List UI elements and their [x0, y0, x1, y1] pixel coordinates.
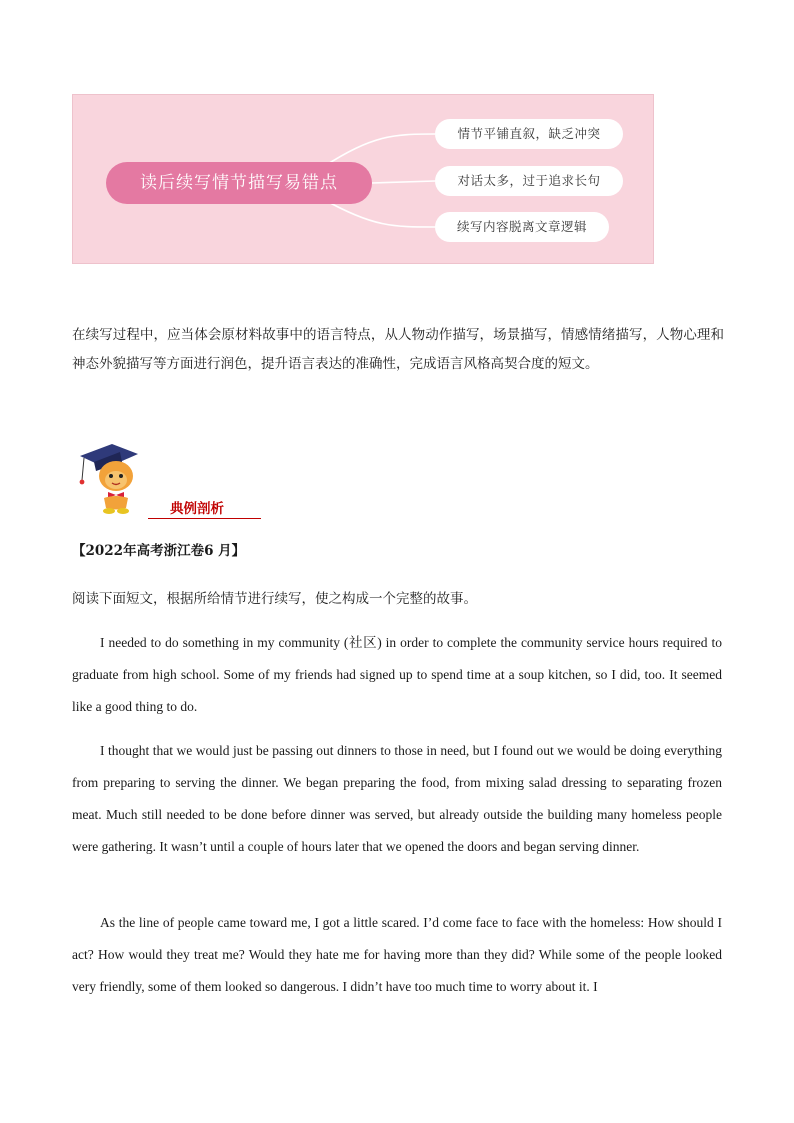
passage-paragraph-3: As the line of people came toward me, I got a little scared. I’d come face to face with the homeless: How should I act? How would they treat me? Would they hate me for having more than they did? While some of the people looked very friendly, some of them looked so dangerous. I didn’t have too much time to worry about it. I — [72, 915, 722, 994]
intro-paragraph: 在续写过程中，应当体会原材料故事中的语言特点，从人物动作描写，场景描写，情感情绪描写，人物心理和神态外貌描写等方面进行润色，提升语言表达的准确性，完成语言风格高契合度的短文。 — [72, 327, 724, 372]
exam-source-tag: 【2022年高考浙江卷6 月】 — [72, 543, 246, 559]
instruction-paragraph: 阅读下面短文，根据所给情节进行续写，使之构成一个完整的故事。 — [72, 591, 477, 607]
mindmap-center-node: 读后续写情节描写易错点 — [106, 162, 372, 204]
student-mascot-icon — [76, 440, 142, 516]
section-heading: 典例剖析 — [148, 500, 261, 519]
connector-branch-2 — [372, 181, 435, 183]
passage-paragraph-1: I needed to do something in my community (社区) in order to complete the community service hours required to graduate from high school. Some of my friends had signed up to spend time at a soup kitchen, so I did, too. It seemed like a good thing to do. — [72, 635, 722, 714]
mindmap-branch-2: 对话太多，过于追求长句 — [435, 166, 623, 196]
mindmap-diagram — [72, 94, 654, 264]
mindmap-branch-3: 续写内容脱离文章逻辑 — [435, 212, 609, 242]
mindmap-branch-1: 情节平铺直叙，缺乏冲突 — [435, 119, 623, 149]
passage-paragraph-2: I thought that we would just be passing out dinners to those in need, but I found out we would be doing everything from preparing to serving the dinner. We began preparing the food, from mixing salad dressing to separating frozen meat. Much still needed to be done before dinner was served, but already outside the building many homeless people were gathering. It wasn’t until a couple of hours later that we opened the doors and began serving dinner. — [72, 743, 722, 854]
